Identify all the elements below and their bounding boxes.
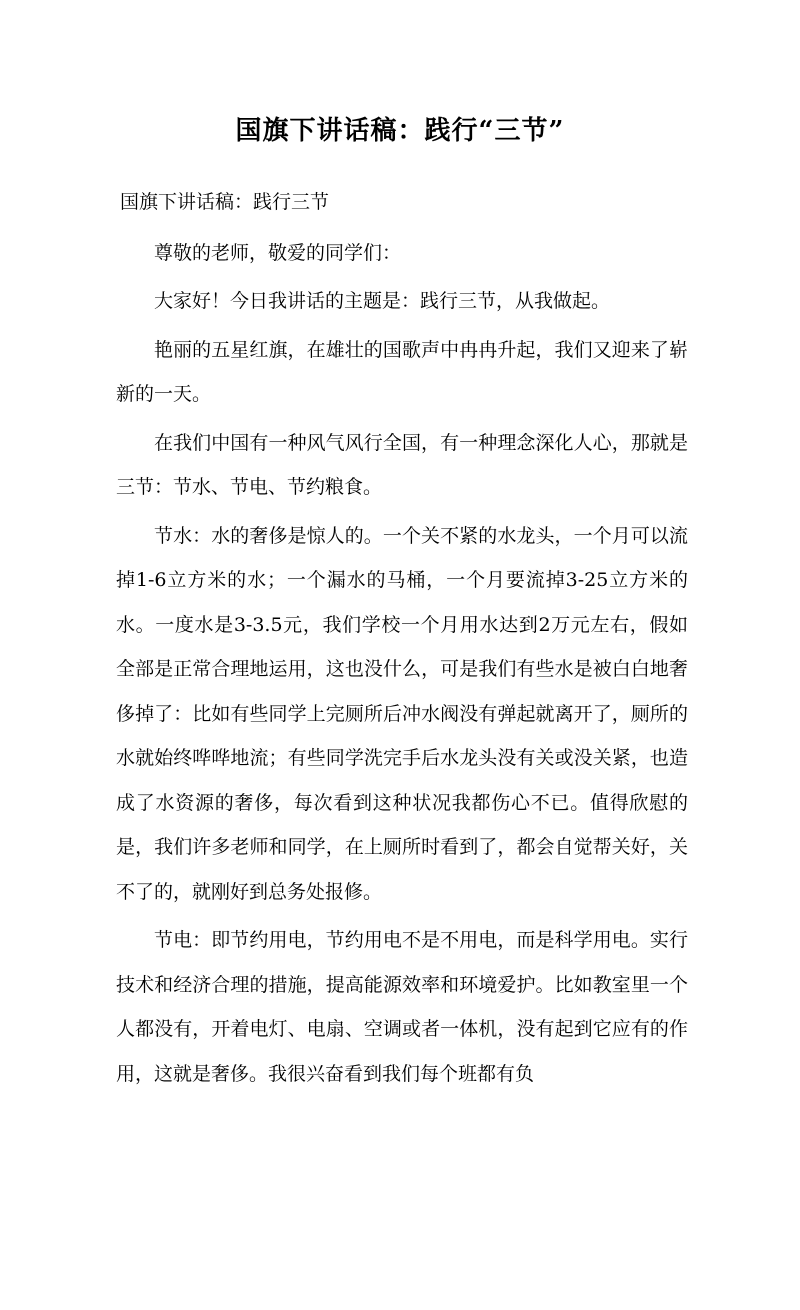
salutation-paragraph: 尊敬的老师，敬爱的同学们： [154, 241, 402, 264]
document-subtitle: 国旗下讲话稿：践行三节 [120, 191, 330, 213]
greeting-paragraph: 大家好！今日我讲话的主题是：践行三节，从我做起。 [154, 290, 611, 312]
electricity-saving-paragraph: 节电：即节约用电，节约用电不是不用电，而是科学用电。实行技术和经济合理的措施，提高能源效率和环境爱护。比如教室里一个人都没有，开着电灯、电扇、空调或者一体机，没有起到它应有的作用，这就是奢侈。我很兴奋看到我们每个班都有负 [116, 929, 688, 1085]
flag-paragraph: 艳丽的五星红旗，在雄壮的国歌声中冉冉升起，我们又迎来了崭新的一天。 [116, 338, 688, 405]
document-body [116, 180, 688, 1100]
three-savings-paragraph: 在我们中国有一种风气风行全国，有一种理念深化人心，那就是三节：节水、节电、节约粮食。 [116, 431, 688, 498]
document-title: 国旗下讲话稿：践行“三节” [235, 116, 565, 146]
water-saving-paragraph: 节水：水的奢侈是惊人的。一个关不紧的水龙头，一个月可以流掉1-6立方米的水；一个漏水的马桶，一个月要流掉3-25立方米的水。一度水是3-3.5元，我们学校一个月用水达到2万元左右，假如全部是正常合理地运用，这也没什么，可是我们有些水是被白白地奢侈掉了：比如有些同学上完厕所后冲水阀没有弹起就离开了，厕所的水就始终哗哗地流；有些同学洗完手后水龙头没有关或没关紧，也造成了水资源的奢侈，每次看到这种状况我都伤心不已。值得欣慰的是，我们许多老师和同学，在上厕所时看到了，都会自觉帮关好，关不了的，就刚好到总务处报修。 [116, 524, 688, 903]
